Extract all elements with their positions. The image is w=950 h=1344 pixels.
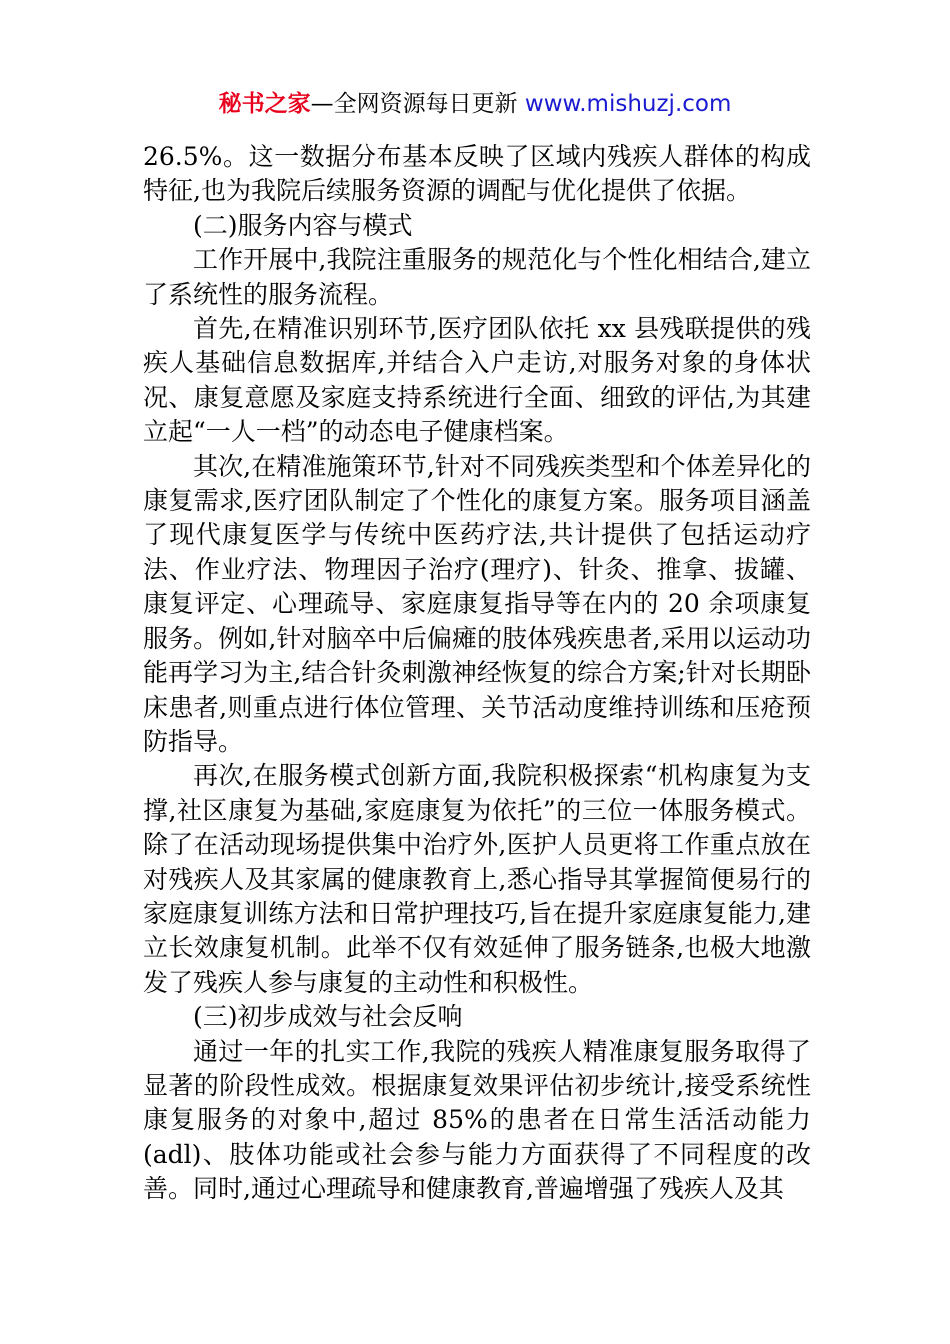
site-url-link[interactable]: www.mishuzj.com: [524, 91, 732, 117]
paragraph-service-model: 再次,在服务模式创新方面,我院积极探索“机构康复为支撑,社区康复为基础,家庭康复为依托”的三位一体服务模式。除了在活动现场提供集中治疗外,医护人员更将工作重点放在对残疾人及其家属的健康教育上,悉心指导其掌握简便易行的家庭康复训练方法和日常护理技巧,旨在提升家庭康复能力,建立长效康复机制。此举不仅有效延伸了服务链条,也极大地激发了残疾人参与康复的主动性和积极性。: [143, 761, 811, 997]
section-heading-service-content: (二)服务内容与模式: [193, 210, 413, 240]
section-heading-results: (三)初步成效与社会反响: [193, 1002, 463, 1032]
paragraph-precise-identification: 首先,在精准识别环节,医疗团队依托 xx 县残联提供的残疾人基础信息数据库,并结合入户走访,对服务对象的身体状况、康复意愿及家庭支持系统进行全面、细致的评估,为其建立起“一人一档”的动态电子健康档案。: [143, 314, 811, 447]
paragraph-service-process: 工作开展中,我院注重服务的规范化与个性化相结合,建立了系统性的服务流程。: [143, 245, 811, 309]
paragraph-data-distribution: 26.5%。这一数据分布基本反映了区域内残疾人群体的构成特征,也为我院后续服务资源的调配与优化提供了依据。: [143, 142, 811, 206]
page-header: [0, 86, 950, 122]
document-body: [143, 140, 811, 1207]
site-brand: 秘书之家: [218, 91, 311, 117]
paragraph-results: 通过一年的扎实工作,我院的残疾人精准康复服务取得了显著的阶段性成效。根据康复效果评估初步统计,接受系统性康复服务的对象中,超过 85%的患者在日常生活活动能力(adl)、肢体功能或社会参与能力方面获得了不同程度的改善。同时,通过心理疏导和健康教育,普遍增强了残疾人及其: [143, 1036, 811, 1204]
site-tagline: —全网资源每日更新: [310, 91, 525, 117]
paragraph-precise-measures: 其次,在精准施策环节,针对不同残疾类型和个体差异化的康复需求,医疗团队制定了个性化的康复方案。服务项目涵盖了现代康复医学与传统中医药疗法,共计提供了包括运动疗法、作业疗法、物理因子治疗(理疗)、针灸、推拿、拔罐、康复评定、心理疏导、家庭康复指导等在内的 20 余项康复服务。例如,针对脑卒中后偏瘫的肢体残疾患者,采用以运动功能再学习为主,结合针灸刺激神经恢复的综合方案;针对长期卧床患者,则重点进行体位管理、关节活动度维持训练和压疮预防指导。: [143, 451, 811, 756]
